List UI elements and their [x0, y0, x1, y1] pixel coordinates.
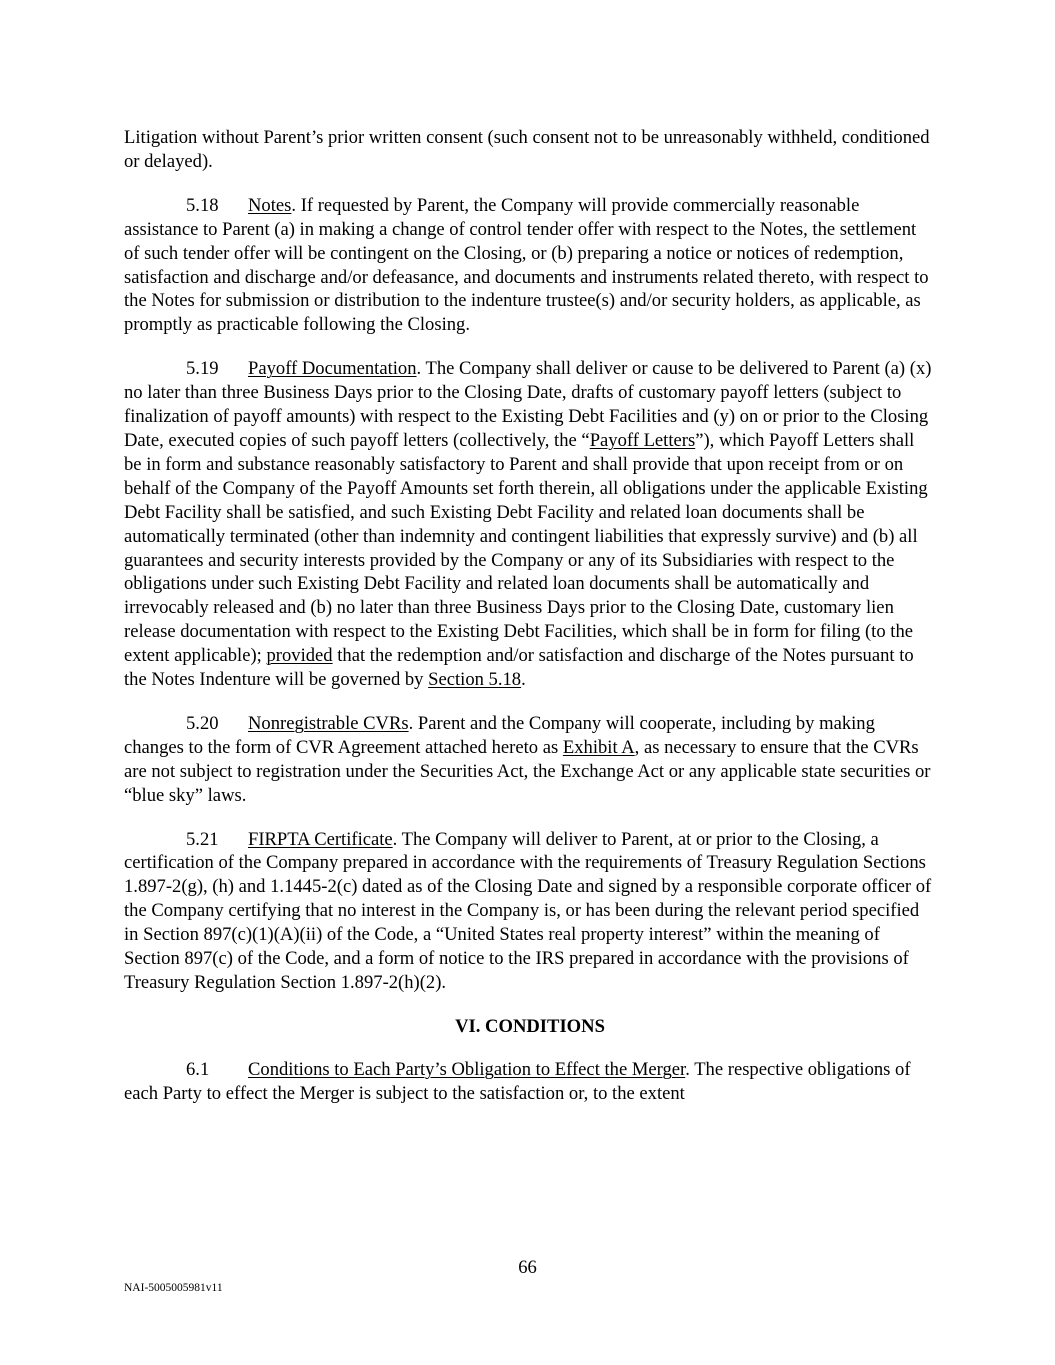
section-number: 5.18 [186, 194, 219, 216]
document-id: NAI-5005005981v11 [124, 1282, 223, 1294]
article-heading: VI. CONDITIONS [455, 1015, 605, 1037]
section-number: 5.19 [186, 358, 219, 380]
section-text: that the redemption and/or satisfaction and discharge of the Notes pursuant to the Notes Indenture will be governed by [124, 645, 914, 691]
section-title: FIRPTA Certificate [248, 828, 393, 850]
section-title: Conditions to Each Party’s Obligation to Effect the Merger [248, 1058, 686, 1080]
section-text: ”), which Payoff Letters shall be in form and substance reasonably satisfactory to Parent and shall provide that upon receipt from or on behalf of the Company of the Payoff Amounts set forth therein, all obligations under the applicable Existing Debt Facility shall be satisfied, and such Existing Debt Facility and related loan documents shall be automatically terminated (other than indemnity and contingent liabilities that expressly survive) and (b) all guarantees and security interests provided by the Company or any of its Subsidiaries with respect to the obligations under such Existing Debt Facility and related loan documents shall be automatically and irrevocably released and (b) no later than three Business Days prior to the Closing Date, customary lien release documentation with respect to the Existing Debt Facilities, which shall be in form for filing (to the extent applicable); [124, 429, 928, 667]
section-text: . [521, 669, 526, 691]
section-title: Payoff Documentation [248, 358, 417, 380]
section-text: , as necessary to ensure that the CVRs are not subject to registration under the Securities Act, the Exchange Act or any applicable state securities or “blue sky” laws. [124, 736, 931, 806]
section-5-19 [124, 357, 936, 692]
document-body [124, 126, 936, 1126]
section-text: . The respective obligations of each Party to effect the Merger is subject to the satisfaction or, to the extent [124, 1058, 911, 1104]
section-text: . If requested by Parent, the Company will provide commercially reasonable assistance to Parent (a) in making a change of control tender offer with respect to the Notes, the settlement of such tender offer will be contingent on the Closing, or (b) preparing a notice or notices of redemption, satisfaction and discharge and/or defeasance, and documents and instruments related thereto, with respect to the Notes for submission or distribution to the indenture trustee(s) and/or security holders, as applicable, as promptly as practicable following the Closing. [124, 194, 929, 336]
paragraph-text: Litigation without Parent’s prior written consent (such consent not to be unreasonably withheld, conditioned or delayed). [124, 127, 930, 172]
paragraph-continuation [124, 126, 936, 174]
section-text: . The Company shall deliver or cause to be delivered to Parent (a) (x) no later than three Business Days prior to the Closing Date, drafts of customary payoff letters (subject to finalization of payoff amounts) with respect to the Existing Debt Facilities and (y) on or prior to the Closing Date, executed copies of such payoff letters (collectively, the “ [124, 358, 932, 451]
section-title: Nonregistrable CVRs [248, 712, 409, 734]
cross-reference: Section 5.18 [428, 669, 522, 691]
section-text: . Parent and the Company will cooperate, including by making changes to the form of CVR Agreement attached hereto as [124, 712, 875, 758]
section-number: 5.21 [186, 828, 219, 850]
section-title: Notes [248, 194, 292, 216]
section-6-1 [124, 1058, 936, 1106]
cross-reference: Exhibit A [562, 736, 635, 758]
defined-term: Payoff Letters [589, 429, 696, 451]
proviso-term: provided [266, 645, 333, 667]
section-number: 5.20 [186, 712, 219, 734]
page-number: 66 [518, 1257, 537, 1278]
section-text: . The Company will deliver to Parent, at or prior to the Closing, a certification of the Company prepared in accordance with the requirements of Treasury Regulation Sections 1.897-2(g), (h) and 1.1445-2(c) dated as of the Closing Date and signed by a responsible corporate officer of the Company certifying that no interest in the Company is, or has been during the relevant period specified in Section 897(c)(1)(A)(ii) of the Code, a “United States real property interest” within the meaning of Section 897(c) of the Code, and a form of notice to the IRS prepared in accordance with the provisions of Treasury Regulation Section 1.897-2(h)(2). [124, 828, 932, 993]
section-5-18 [124, 194, 936, 337]
section-5-20 [124, 712, 936, 808]
section-5-21 [124, 828, 936, 995]
section-number: 6.1 [186, 1058, 210, 1080]
